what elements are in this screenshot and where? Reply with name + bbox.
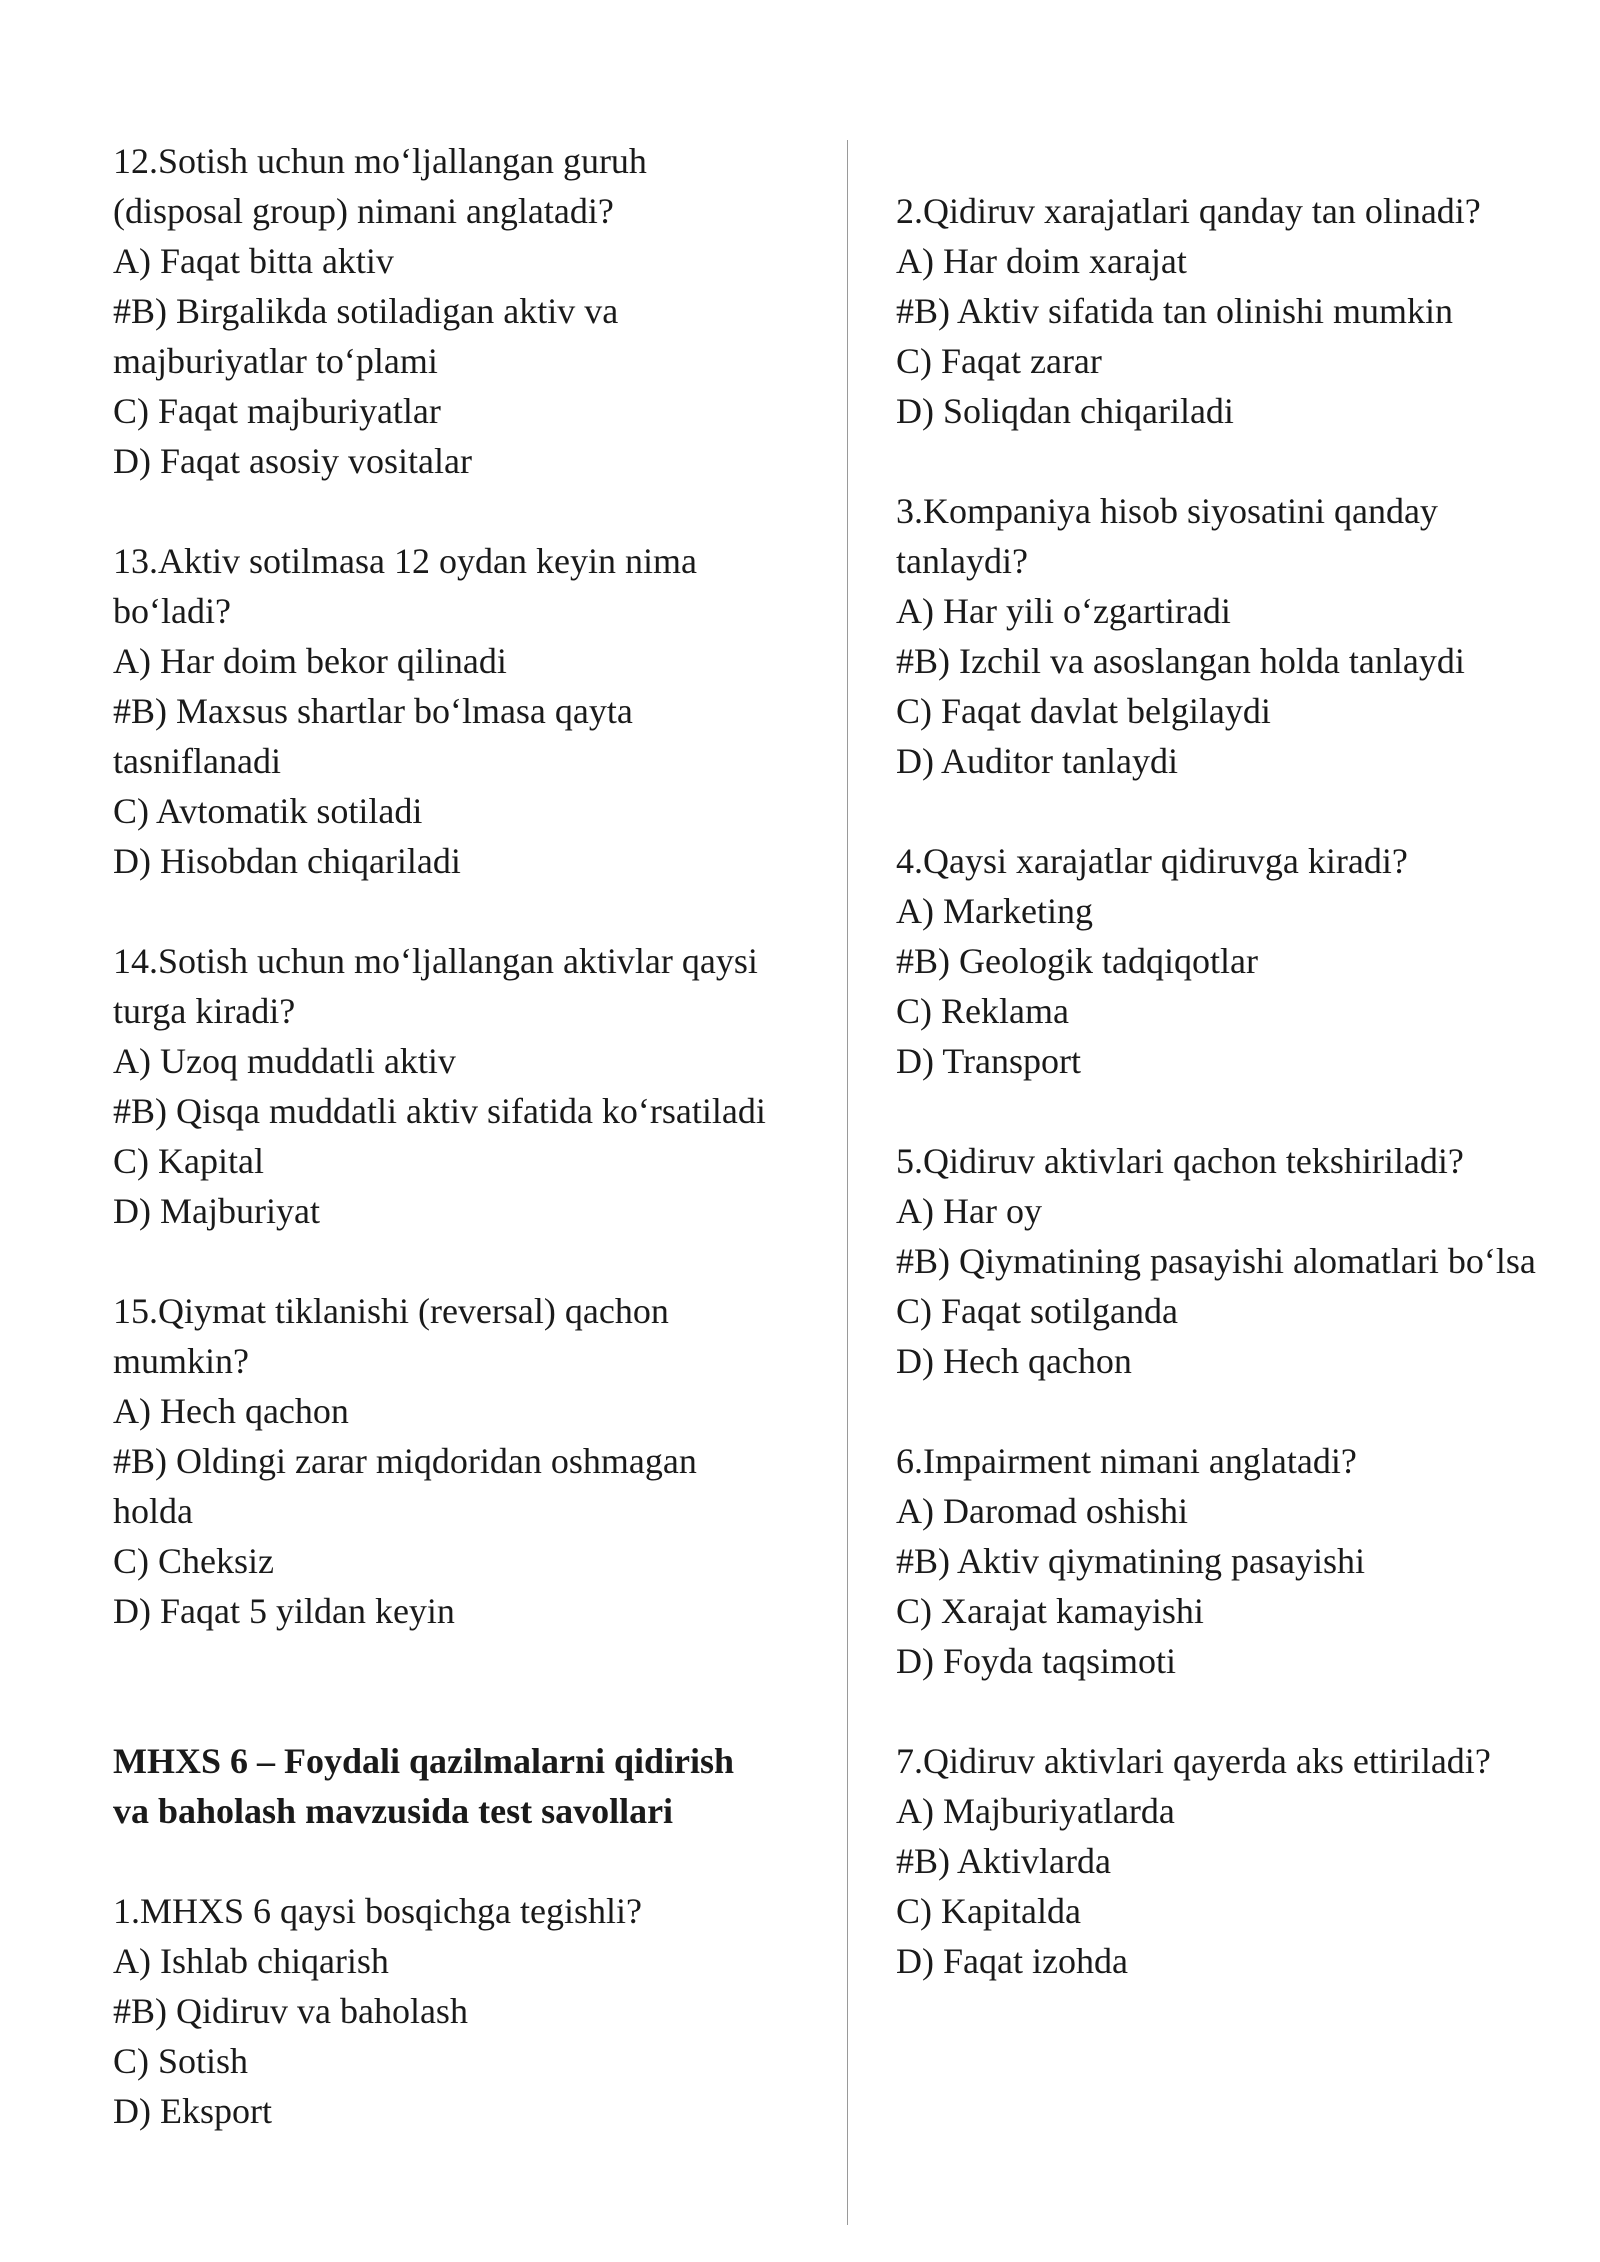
question-block (113, 136, 813, 486)
left-blocks-before (113, 136, 813, 1636)
answer-option: C) Faqat majburiyatlar (113, 391, 441, 431)
answer-option: #B) Aktivlarda (896, 1841, 1111, 1881)
answer-option: #B) Geologik tadqiqotlar (896, 941, 1258, 981)
question-block (113, 1886, 813, 2136)
answer-option: C) Faqat zarar (896, 341, 1102, 381)
answer-option: D) Hisobdan chiqariladi (113, 841, 461, 881)
answer-option: A) Har yili o‘zgartiradi (896, 591, 1231, 631)
question-text: 5.Qidiruv aktivlari qachon tekshiriladi? (896, 1141, 1464, 1181)
answer-option: A) Har doim xarajat (896, 241, 1187, 281)
answer-option: A) Har oy (896, 1191, 1042, 1231)
heading-line: MHXS 6 – Foydali qazilmalarni qidirish (113, 1741, 735, 1781)
question-text: 7.Qidiruv aktivlari qayerda aks ettiriladi? (896, 1741, 1491, 1781)
question-text: 2.Qidiruv xarajatlari qanday tan olinadi? (896, 191, 1481, 231)
answer-option: holda (113, 1491, 193, 1531)
question-text: 13.Aktiv sotilmasa 12 oydan keyin nima (113, 541, 697, 581)
answer-option: A) Majburiyatlarda (896, 1791, 1175, 1831)
question-block (896, 836, 1586, 1086)
question-text: 4.Qaysi xarajatlar qidiruvga kiradi? (896, 841, 1408, 881)
answer-option: A) Ishlab chiqarish (113, 1941, 389, 1981)
question-text: 15.Qiymat tiklanishi (reversal) qachon (113, 1291, 669, 1331)
answer-option: #B) Qiymatining pasayishi alomatlari bo‘lsa (896, 1241, 1536, 1281)
question-block (113, 536, 813, 886)
answer-option: D) Faqat 5 yildan keyin (113, 1591, 455, 1631)
answer-option: #B) Maxsus shartlar bo‘lmasa qayta (113, 691, 633, 731)
answer-option: A) Uzoq muddatli aktiv (113, 1041, 456, 1081)
question-block (113, 1286, 813, 1636)
answer-option: D) Majburiyat (113, 1191, 320, 1231)
answer-option: majburiyatlar to‘plami (113, 341, 438, 381)
column-divider (847, 140, 848, 2225)
question-block (896, 486, 1586, 786)
right-column (896, 186, 1586, 2036)
question-text: turga kiradi? (113, 991, 296, 1031)
answer-option: D) Transport (896, 1041, 1082, 1081)
section-heading (113, 1736, 813, 1836)
answer-option: #B) Izchil va asoslangan holda tanlaydi (896, 641, 1465, 681)
question-text: 12.Sotish uchun mo‘ljallangan guruh (113, 141, 647, 181)
answer-option: C) Cheksiz (113, 1541, 274, 1581)
question-block (896, 1736, 1586, 1986)
question-block (896, 1436, 1586, 1686)
left-blocks-after (113, 1886, 813, 2136)
question-text: 14.Sotish uchun mo‘ljallangan aktivlar qaysi (113, 941, 758, 981)
answer-option: C) Faqat davlat belgilaydi (896, 691, 1271, 731)
question-text: mumkin? (113, 1341, 249, 1381)
question-block (896, 186, 1586, 436)
question-text: 3.Kompaniya hisob siyosatini qanday (896, 491, 1438, 531)
answer-option: C) Kapitalda (896, 1891, 1081, 1931)
answer-option: #B) Aktiv sifatida tan olinishi mumkin (896, 291, 1453, 331)
answer-option: #B) Birgalikda sotiladigan aktiv va (113, 291, 619, 331)
answer-option: #B) Oldingi zarar miqdoridan oshmagan (113, 1441, 697, 1481)
question-text: 1.MHXS 6 qaysi bosqichga tegishli? (113, 1891, 642, 1931)
question-text: 6.Impairment nimani anglatadi? (896, 1441, 1357, 1481)
question-text: bo‘ladi? (113, 591, 231, 631)
left-column (113, 136, 813, 2186)
answer-option: C) Reklama (896, 991, 1069, 1031)
answer-option: tasniflanadi (113, 741, 281, 781)
question-block (113, 936, 813, 1236)
answer-option: D) Faqat asosiy vositalar (113, 441, 472, 481)
answer-option: D) Faqat izohda (896, 1941, 1128, 1981)
answer-option: C) Kapital (113, 1141, 264, 1181)
answer-option: D) Soliqdan chiqariladi (896, 391, 1234, 431)
question-text: (disposal group) nimani anglatadi? (113, 191, 614, 231)
answer-option: C) Faqat sotilganda (896, 1291, 1178, 1331)
answer-option: #B) Aktiv qiymatining pasayishi (896, 1541, 1365, 1581)
answer-option: C) Sotish (113, 2041, 249, 2081)
answer-option: D) Eksport (113, 2091, 272, 2131)
answer-option: C) Avtomatik sotiladi (113, 791, 423, 831)
answer-option: A) Faqat bitta aktiv (113, 241, 394, 281)
question-text: tanlaydi? (896, 541, 1028, 581)
answer-option: A) Marketing (896, 891, 1093, 931)
question-block (896, 1136, 1586, 1386)
answer-option: C) Xarajat kamayishi (896, 1591, 1204, 1631)
answer-option: D) Auditor tanlaydi (896, 741, 1178, 781)
answer-option: A) Hech qachon (113, 1391, 349, 1431)
answer-option: D) Foyda taqsimoti (896, 1641, 1176, 1681)
answer-option: A) Daromad oshishi (896, 1491, 1188, 1531)
answer-option: #B) Qidiruv va baholash (113, 1991, 468, 2031)
answer-option: #B) Qisqa muddatli aktiv sifatida ko‘rsatiladi (113, 1091, 766, 1131)
answer-option: D) Hech qachon (896, 1341, 1132, 1381)
answer-option: A) Har doim bekor qilinadi (113, 641, 507, 681)
heading-line: va baholash mavzusida test savollari (113, 1791, 674, 1831)
